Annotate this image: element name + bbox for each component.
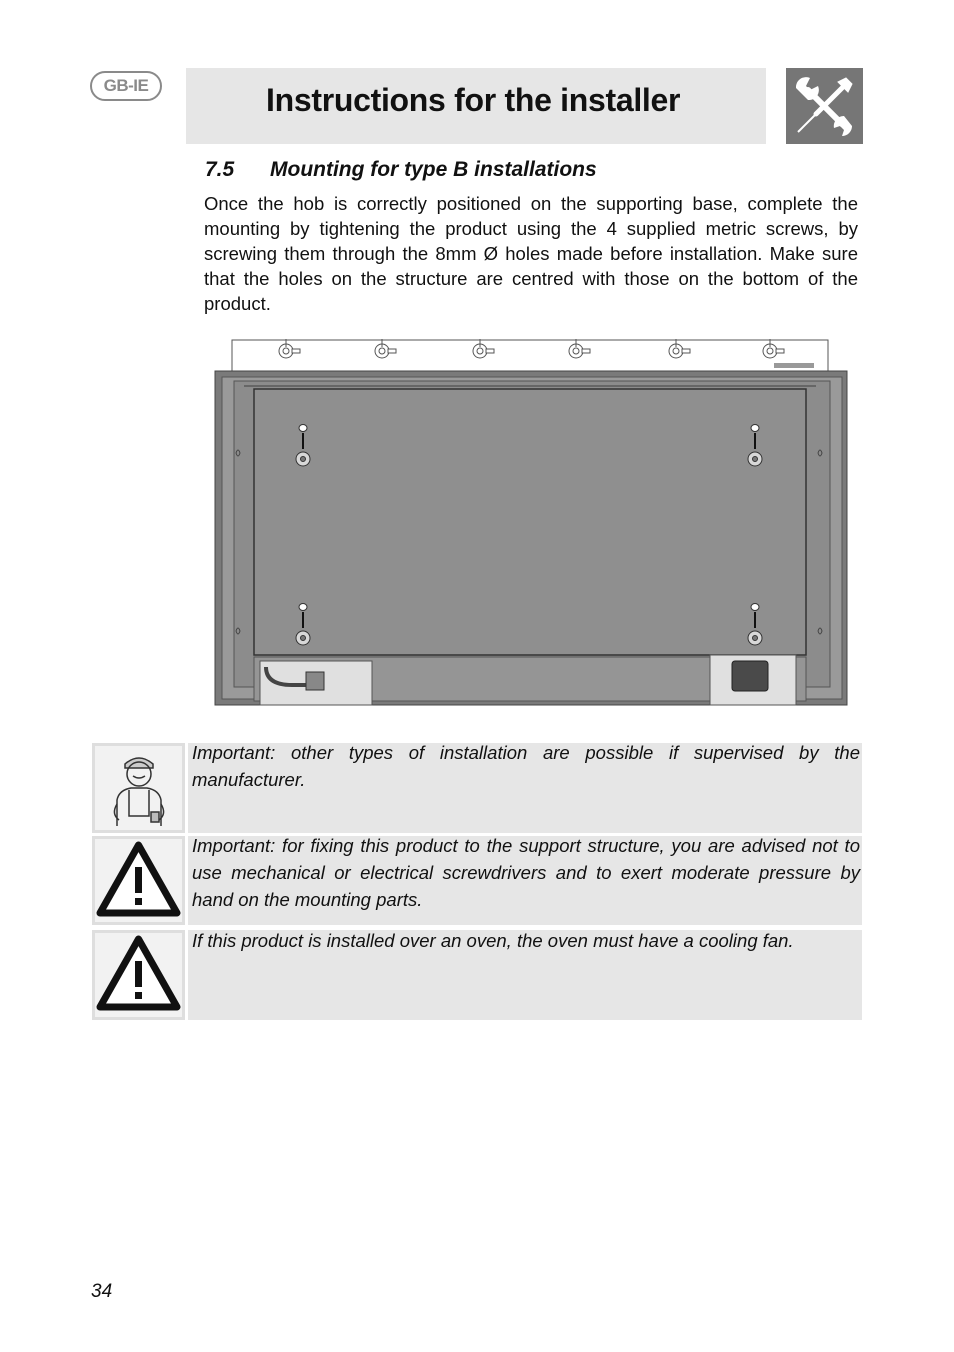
installer-person-icon — [95, 746, 182, 830]
section-title: Mounting for type B installations — [270, 158, 597, 181]
warning-triangle-icon — [95, 839, 182, 922]
note-icon-box — [92, 930, 185, 1020]
warning-triangle-icon — [95, 933, 182, 1017]
note-icon-box — [92, 743, 185, 833]
section-body-text: Once the hob is correctly positioned on the supporting base, complete the mounting by tightening the product using the 4 supplied metric screws, by screwing them through the 8mm Ø holes made before installation. Make sure that the holes on the structure are centred with those on the bottom of the product. — [204, 193, 858, 314]
tools-icon-box — [786, 68, 863, 144]
note-installer-supervision — [92, 743, 862, 833]
note-oven-cooling-fan — [92, 930, 862, 1020]
language-badge: GB-IE — [90, 71, 162, 101]
section-number: 7.5 — [205, 158, 235, 181]
page-title: Instructions for the installer — [266, 82, 681, 118]
section-heading — [205, 158, 597, 182]
note-text: Important: for fixing this product to the support structure, you are advised not to use mechanical or electrical screwdrivers and to exert moderate pressure by hand on the mounting parts. — [192, 835, 860, 910]
note-icon-box — [92, 836, 185, 925]
page-number: 34 — [91, 1281, 113, 1302]
wrench-screwdriver-icon — [786, 68, 863, 144]
note-text: If this product is installed over an oven, the oven must have a cooling fan. — [192, 930, 794, 951]
hob-bottom-view-diagram — [214, 325, 848, 707]
note-text: Important: other types of installation are possible if supervised by the manufacturer. — [192, 742, 860, 790]
note-screwdriver-warning — [92, 836, 862, 925]
